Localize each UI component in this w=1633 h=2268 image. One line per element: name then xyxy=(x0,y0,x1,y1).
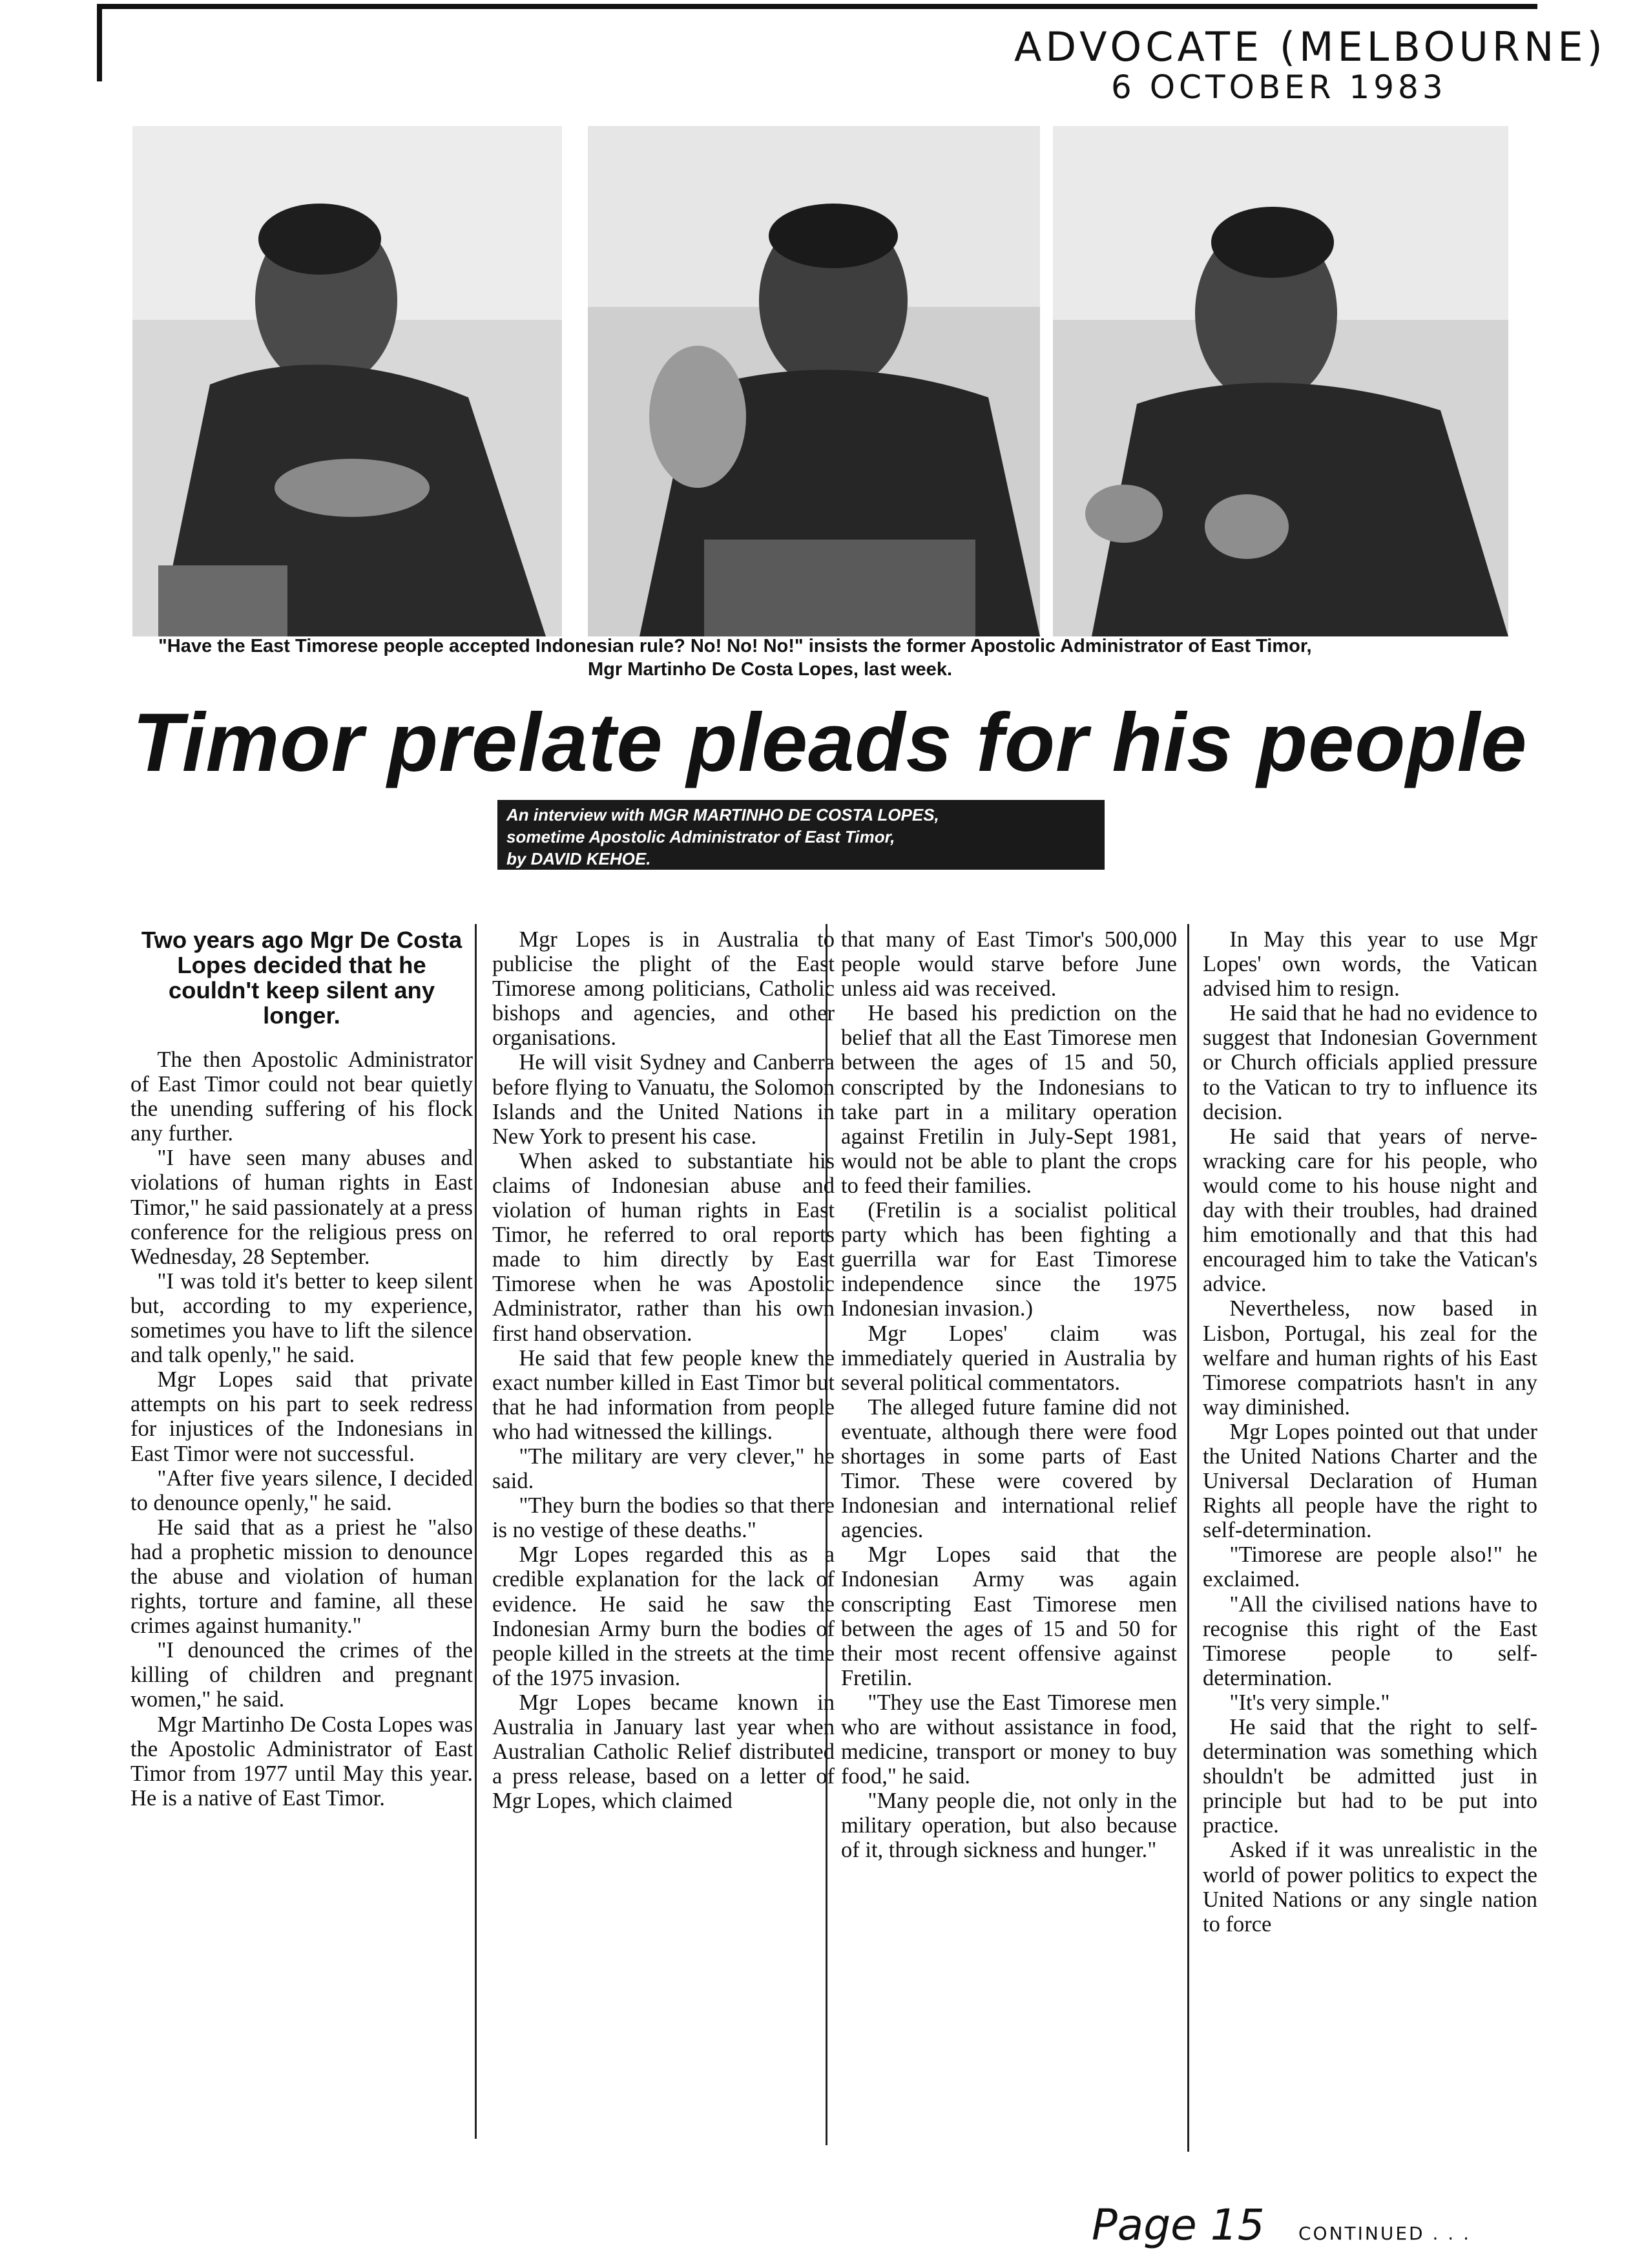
column-rule xyxy=(1187,924,1189,2152)
article-paragraph: He said that as a priest he "also had a prophetic mission to denounce the abuse and violation of human rights, torture and famine, all these crimes against humanity." xyxy=(130,1515,473,1639)
article-column-2 xyxy=(492,927,835,1813)
photo-caption-line: "Have the East Timorese people accepted Indonesian rule? No! No! No!" insists the former Apostolic Administrator of East Timor, xyxy=(158,636,1312,656)
scan-border xyxy=(97,4,1537,9)
article-paragraph: He said that years of nerve-wracking care for his people, who would come to his house night and day with their troubles, had drained him emotionally and that this had encouraged him to take the Vatican's advice. xyxy=(1203,1124,1537,1297)
article-paragraph: He said that few people knew the exact number killed in East Timor but that he had information from people who had witnessed the killings. xyxy=(492,1345,835,1444)
photo-prelate-1 xyxy=(132,126,562,636)
article-column-3 xyxy=(841,927,1177,1863)
article-column-4 xyxy=(1203,927,1537,1937)
article-paragraph: "They use the East Timorese men who are without assistance in food, medicine, transport or money to buy food," he said. xyxy=(841,1690,1177,1789)
article-paragraph: (Fretilin is a socialist political party which has been fighting a guerrilla war for East Timorese independence since the 1975 Indonesian invasion.) xyxy=(841,1198,1177,1321)
scan-border-corner xyxy=(97,4,102,81)
article-headline: Timor prelate pleads for his people xyxy=(132,697,1528,789)
byline-line: An interview with MGR MARTINHO DE COSTA LOPES, xyxy=(506,805,939,824)
article-paragraph: He said that he had no evidence to suggest that Indonesian Government or Church officials applied pressure to the Vatican to try to influence its decision. xyxy=(1203,1001,1537,1124)
article-paragraph: Mgr Martinho De Costa Lopes was the Apostolic Administrator of East Timor from 1977 until May this year. He is a native of East Timor. xyxy=(130,1712,473,1811)
article-paragraph: that many of East Timor's 500,000 people would starve before June unless aid was received. xyxy=(841,927,1177,1002)
article-paragraph: "Many people die, not only in the military operation, but also because of it, through sickness and hunger." xyxy=(841,1789,1177,1863)
handwritten-publication-note: ADVOCATE (MELBOURNE) xyxy=(1014,23,1607,70)
article-paragraph: "Timorese are people also!" he exclaimed. xyxy=(1203,1542,1537,1592)
article-paragraph: He will visit Sydney and Canberra before flying to Vanuatu, the Solomon Islands and the United Nations in New York to present his case. xyxy=(492,1050,835,1149)
photo-prelate-2 xyxy=(588,126,1040,636)
article-paragraph: Mgr Lopes pointed out that under the United Nations Charter and the Universal Declaration of Human Rights all people have the right to self-determination. xyxy=(1203,1419,1537,1543)
byline-box xyxy=(497,800,1105,870)
article-paragraph: In May this year to use Mgr Lopes' own words, the Vatican advised him to resign. xyxy=(1203,927,1537,1002)
article-paragraph: When asked to substantiate his claims of Indonesian abuse and violation of human rights in East Timor, he referred to oral reports made to him directly by East Timorese when he was Apostolic Administrator, rather than his own first hand observation. xyxy=(492,1148,835,1346)
handwritten-page-number: Page 15 xyxy=(1092,2200,1265,2250)
article-paragraph: Mgr Lopes' claim was immediately queried in Australia by several political commentators. xyxy=(841,1321,1177,1395)
article-paragraph: "It's very simple." xyxy=(1229,1690,1390,1715)
byline-line: by DAVID KEHOE. xyxy=(506,849,651,868)
article-paragraph: "I denounced the crimes of the killing of children and pregnant women," he said. xyxy=(130,1638,473,1712)
column-rule xyxy=(475,924,477,2139)
article-paragraph: Mgr Lopes regarded this as a credible explanation for the lack of evidence. He said he saw the Indonesian Army burn the bodies of people killed in the streets at the time of the 1975 invasion. xyxy=(492,1542,835,1690)
handwritten-date-note: 6 OCTOBER 1983 xyxy=(1111,68,1447,106)
article-paragraph: Mgr Lopes said that private attempts on his part to seek redress for injustices of the Indonesians in East Timor were not successful. xyxy=(130,1367,473,1466)
article-lead: Two years ago Mgr De Costa Lopes decided that he couldn't keep silent any longer. xyxy=(141,927,463,1029)
article-paragraph: "They burn the bodies so that there is no vestige of these deaths." xyxy=(492,1493,835,1543)
article-paragraph: "All the civilised nations have to recognise this right of the East Timorese people to self-determination. xyxy=(1203,1591,1537,1690)
article-column-1 xyxy=(130,927,473,1811)
photo-prelate-3 xyxy=(1053,126,1508,636)
article-paragraph: "The military are very clever," he said. xyxy=(492,1444,835,1494)
byline-line: sometime Apostolic Administrator of East Timor, xyxy=(506,827,895,846)
article-paragraph: Nevertheless, now based in Lisbon, Portugal, his zeal for the welfare and human rights of his East Timorese compatriots hasn't in any way diminished. xyxy=(1203,1296,1537,1420)
article-paragraph: Mgr Lopes became known in Australia in January last year when Australian Catholic Relief distributed a press release, based on a letter of Mgr Lopes, which claimed xyxy=(492,1690,835,1814)
article-paragraph: "I have seen many abuses and violations of human rights in East Timor," he said passionately at a press conference for the religious press on Wednesday, 28 September. xyxy=(130,1146,473,1269)
article-paragraph: The alleged future famine did not eventuate, although there were food shortages in some parts of East Timor. These were covered by Indonesian and international relief agencies. xyxy=(841,1394,1177,1543)
photo-caption-line: Mgr Martinho De Costa Lopes, last week. xyxy=(588,659,952,680)
article-paragraph: Asked if it was unrealistic in the world of power politics to expect the United Nations or any single nation to force xyxy=(1203,1838,1537,1937)
photo-caption xyxy=(158,635,1508,681)
article-paragraph: "I was told it's better to keep silent but, according to my experience, sometimes you have to lift the silence and talk openly," he said. xyxy=(130,1268,473,1368)
article-paragraph: Mgr Lopes said that the Indonesian Army was again conscripting East Timorese men between the ages of 15 and 50 for their most recent offensive against Fretilin. xyxy=(841,1542,1177,1690)
article-paragraph: "After five years silence, I decided to denounce openly," he said. xyxy=(130,1465,473,1515)
article-paragraph: He said that the right to self-determination was something which shouldn't be admitted just in principle but had to be put into practice. xyxy=(1203,1715,1537,1838)
article-paragraph: Mgr Lopes is in Australia to publicise the plight of the East Timorese among politicians, Catholic bishops and agencies, and other organisations. xyxy=(492,927,835,1051)
article-paragraph: The then Apostolic Administrator of East Timor could not bear quietly the unending suffering of his flock any further. xyxy=(130,1047,473,1146)
article-paragraph: He based his prediction on the belief that all the East Timorese men between the ages of 15 and 50, conscripted by the Indonesians to take part in a military operation against Fretilin in July-Sept 1981, would not be able to plant the crops to feed their families. xyxy=(841,1001,1177,1198)
continued-note: CONTINUED . . . xyxy=(1298,2223,1471,2244)
